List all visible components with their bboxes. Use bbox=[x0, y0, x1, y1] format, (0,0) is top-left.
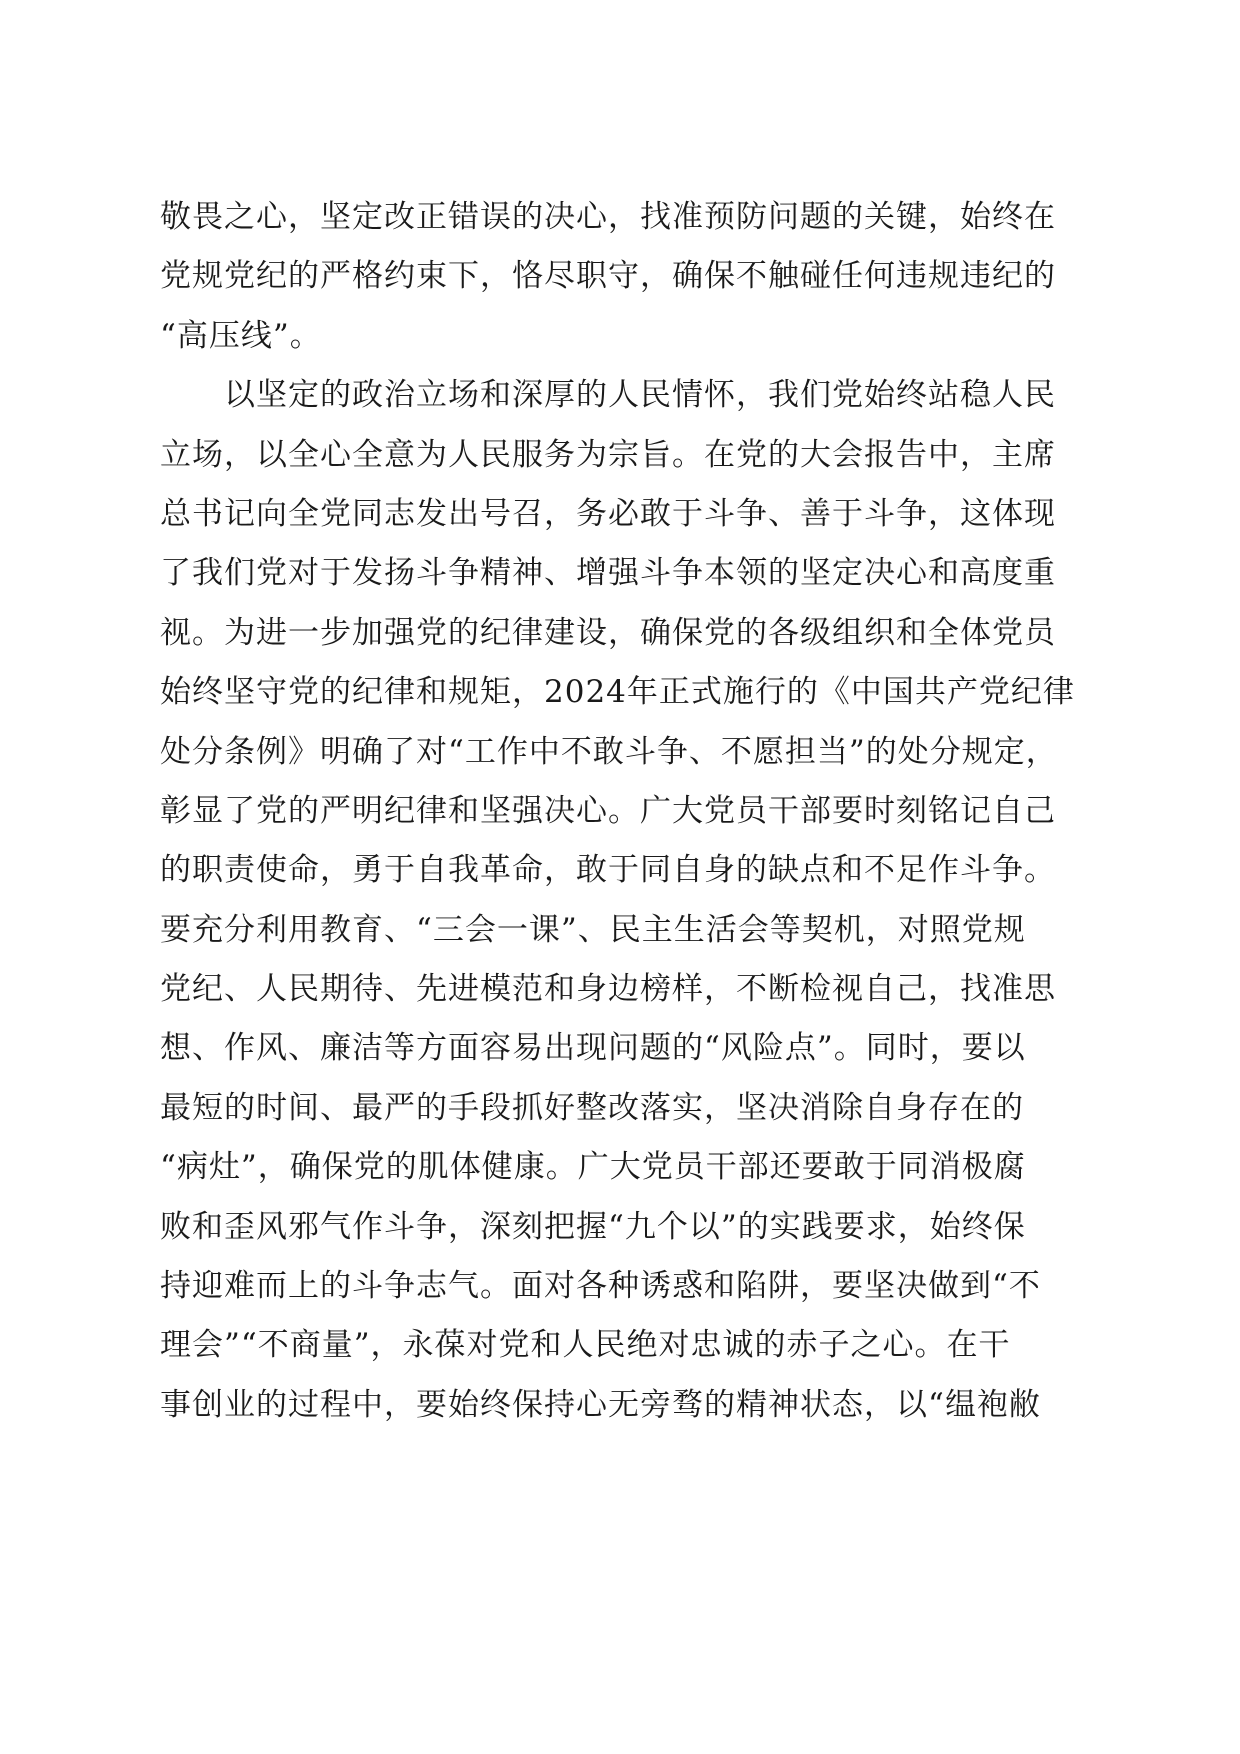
text-line: 总书记向全党同志发出号召，务必敢于斗争、善于斗争，这体现 bbox=[160, 495, 1056, 532]
text-line: “高压线”。 bbox=[160, 317, 322, 354]
text-line: 始终坚守党的纪律和规矩，2024年正式施行的《中国共产党纪律 bbox=[160, 674, 1075, 711]
text-line: 事创业的过程中，要始终保持心无旁骛的精神状态，以“缊袍敝 bbox=[160, 1386, 1041, 1423]
text-line: 了我们党对于发扬斗争精神、增强斗争本领的坚定决心和高度重 bbox=[160, 555, 1056, 592]
text-line: 立场，以全心全意为人民服务为宗旨。在党的大会报告中，主席 bbox=[160, 436, 1056, 473]
text-line: 的职责使命，勇于自我革命，敢于同自身的缺点和不足作斗争。 bbox=[160, 852, 1056, 889]
text-line: 处分条例》明确了对“工作中不敢斗争、不愿担当”的处分规定， bbox=[160, 733, 1058, 770]
text-line: 党规党纪的严格约束下，恪尽职守，确保不触碰任何违规违纪的 bbox=[160, 258, 1056, 295]
text-line: 理会”“不商量”，永葆对党和人民绝对忠诚的赤子之心。在干 bbox=[160, 1327, 1011, 1364]
text-line: 败和歪风邪气作斗争，深刻把握“九个以”的实践要求，始终保 bbox=[160, 1208, 1026, 1245]
text-line: 敬畏之心，坚定改正错误的决心，找准预防问题的关键，始终在 bbox=[160, 199, 1056, 235]
text-line: 持迎难而上的斗争志气。面对各种诱惑和陷阱，要坚决做到“不 bbox=[160, 1268, 1041, 1305]
text-line: 视。为进一步加强党的纪律建设，确保党的各级组织和全体党员 bbox=[160, 614, 1056, 651]
text-line: 以坚定的政治立场和深厚的人民情怀，我们党始终站稳人民 bbox=[224, 377, 1056, 414]
text-line: 要充分利用教育、“三会一课”、民主生活会等契机，对照党规 bbox=[160, 911, 1026, 948]
body-text bbox=[160, 188, 1080, 1435]
text-line: “病灶”，确保党的肌体健康。广大党员干部还要敢于同消极腐 bbox=[160, 1149, 1026, 1186]
text-line: 最短的时间、最严的手段抓好整改落实，坚决消除自身存在的 bbox=[160, 1089, 1024, 1126]
text-line: 党纪、人民期待、先进模范和身边榜样，不断检视自己，找准思 bbox=[160, 971, 1056, 1008]
text-line: 想、作风、廉洁等方面容易出现问题的“风险点”。同时，要以 bbox=[160, 1030, 1026, 1067]
text-line: 彰显了党的严明纪律和坚强决心。广大党员干部要时刻铭记自己 bbox=[160, 792, 1056, 829]
